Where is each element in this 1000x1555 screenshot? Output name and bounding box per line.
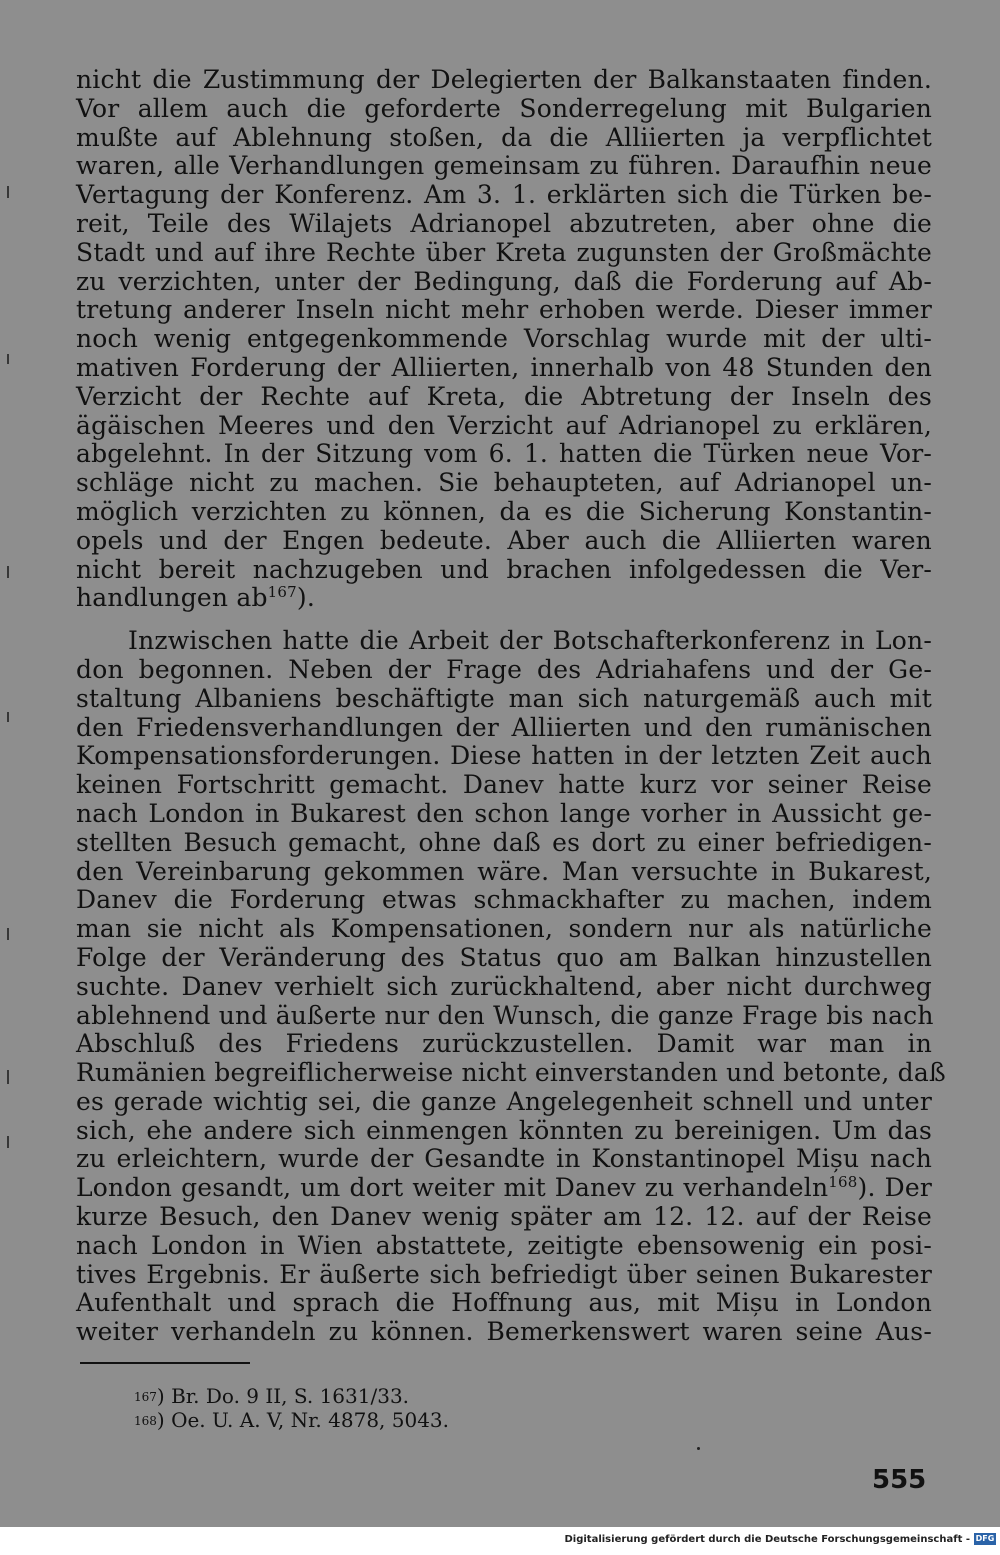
text-line: don begonnen. Neben der Frage des Adriahafens und der Ge- bbox=[76, 654, 932, 684]
text-span: handlungen ab bbox=[76, 583, 268, 613]
text-line: Aufenthalt und sprach die Hoffnung aus, mit Mișu in London bbox=[76, 1288, 932, 1318]
paragraph-2-footnote-line bbox=[76, 1174, 932, 1203]
text-line: Inzwischen hatte die Arbeit der Botschafterkonferenz in Lon- bbox=[128, 626, 932, 656]
text-line: reit, Teile des Wilajets Adrianopel abzutreten, aber ohne die bbox=[76, 208, 932, 238]
text-line: keinen Fortschritt gemacht. Danev hatte kurz vor seiner Reise bbox=[76, 770, 932, 800]
footnote-ref-168[interactable]: 168 bbox=[828, 1173, 858, 1192]
paragraph-1-last-line bbox=[76, 584, 932, 613]
digitization-footer bbox=[0, 1527, 1000, 1555]
text-line: den Vereinbarung gekommen wäre. Man versuchte in Bukarest, bbox=[76, 856, 932, 886]
footnote-separator bbox=[80, 1362, 250, 1364]
scan-speck bbox=[697, 1447, 700, 1450]
body-text bbox=[76, 65, 946, 1347]
footnote-168 bbox=[134, 1408, 449, 1432]
footnote-number: 168 bbox=[134, 1414, 157, 1428]
text-span: ). Der bbox=[857, 1173, 932, 1203]
text-line: Rumänien begreiflicherweise nicht einverstanden und betonte, daß bbox=[76, 1058, 946, 1088]
scan-margin-mark bbox=[7, 928, 9, 940]
text-line: den Friedensverhandlungen der Alliierten und den rumänischen bbox=[76, 712, 932, 742]
text-line: Vertagung der Konferenz. Am 3. 1. erklärten sich die Türken be- bbox=[76, 180, 932, 210]
text-line: waren, alle Verhandlungen gemeinsam zu führen. Daraufhin neue bbox=[76, 151, 932, 181]
text-line: weiter verhandeln zu können. Bemerkenswert waren seine Aus- bbox=[76, 1317, 932, 1347]
text-line: Kompensationsforderungen. Diese hatten in der letzten Zeit auch bbox=[76, 741, 932, 771]
footnote-number: 167 bbox=[134, 1390, 157, 1404]
text-line: mußte auf Ablehnung stoßen, da die Alliierten ja verpflichtet bbox=[76, 122, 932, 152]
text-line: suchte. Danev verhielt sich zurückhaltend, aber nicht durchweg bbox=[76, 971, 932, 1001]
text-line: Danev die Forderung etwas schmackhafter zu machen, indem bbox=[76, 885, 932, 915]
footnote-167 bbox=[134, 1384, 449, 1408]
page-number: 555 bbox=[872, 1465, 927, 1495]
text-line: tives Ergebnis. Er äußerte sich befriedigt über seinen Bukarester bbox=[76, 1259, 932, 1289]
text-line: nicht die Zustimmung der Delegierten der Balkanstaaten finden. bbox=[76, 65, 932, 94]
text-line: abgelehnt. In der Sitzung vom 6. 1. hatten die Türken neue Vor- bbox=[76, 439, 932, 469]
text-line: Verzicht der Rechte auf Kreta, die Abtretung der Inseln des bbox=[76, 381, 932, 411]
text-line: tretung anderer Inseln nicht mehr erhoben werde. Dieser immer bbox=[76, 295, 932, 325]
text-line: es gerade wichtig sei, die ganze Angelegenheit schnell und unter bbox=[76, 1086, 932, 1116]
text-line: opels und der Engen bedeute. Aber auch die Alliierten waren bbox=[76, 525, 932, 555]
footnote-text: ) Br. Do. 9 II, S. 1631/33. bbox=[156, 1384, 410, 1408]
text-line: kurze Besuch, den Danev wenig später am 12. 12. auf der Reise bbox=[76, 1202, 932, 1232]
text-span: London gesandt, um dort weiter mit Danev zu verhandeln bbox=[76, 1173, 829, 1203]
paragraph-2 bbox=[76, 626, 946, 1347]
text-line: staltung Albaniens beschäftigte man sich naturgemäß auch mit bbox=[76, 683, 932, 713]
scan-margin-mark bbox=[7, 354, 9, 364]
text-line: sich, ehe andere sich einmengen könnten zu bereinigen. Um das bbox=[76, 1115, 932, 1145]
dfg-logo: DFG bbox=[975, 1534, 995, 1543]
scan-margin-mark bbox=[7, 712, 9, 722]
text-line: stellten Besuch gemacht, ohne daß es dort zu einer befriedigen- bbox=[76, 827, 932, 857]
footnotes bbox=[134, 1384, 449, 1432]
footer-credit: Digitalisierung gefördert durch die Deutsche Forschungsgemeinschaft - bbox=[564, 1534, 970, 1545]
text-span: ). bbox=[296, 583, 316, 613]
text-line: nach London in Wien abstattete, zeitigte ebensowenig ein posi- bbox=[76, 1230, 932, 1260]
scan-margin-mark bbox=[7, 186, 9, 198]
text-line: ablehnend und äußerte nur den Wunsch, die ganze Frage bis nach bbox=[76, 1000, 934, 1030]
text-line: nach London in Bukarest den schon lange vorher in Aussicht ge- bbox=[76, 798, 932, 828]
scan-margin-mark bbox=[7, 566, 9, 578]
text-line: mativen Forderung der Alliierten, innerhalb von 48 Stunden den bbox=[76, 352, 932, 382]
text-line: zu verzichten, unter der Bedingung, daß die Forderung auf Ab- bbox=[76, 266, 932, 296]
paragraph-1 bbox=[76, 66, 932, 584]
text-line: nicht bereit nachzugeben und brachen infolgedessen die Ver- bbox=[76, 554, 932, 584]
text-line: Folge der Veränderung des Status quo am Balkan hinzustellen bbox=[76, 942, 932, 972]
text-line: möglich verzichten zu können, da es die Sicherung Konstantin- bbox=[76, 496, 932, 526]
text-line: noch wenig entgegenkommende Vorschlag wurde mit der ulti- bbox=[76, 324, 932, 354]
text-line: Abschluß des Friedens zurückzustellen. Damit war man in bbox=[76, 1029, 932, 1059]
scan-margin-mark bbox=[7, 1070, 9, 1084]
text-line: Vor allem auch die geforderte Sonderregelung mit Bulgarien bbox=[76, 93, 932, 123]
scan-margin-mark bbox=[7, 1136, 9, 1148]
text-line: zu erleichtern, wurde der Gesandte in Konstantinopel Mișu nach bbox=[76, 1144, 932, 1174]
text-line: ägäischen Meeres und den Verzicht auf Adrianopel zu erklären, bbox=[76, 410, 932, 440]
text-line: schläge nicht zu machen. Sie behaupteten, auf Adrianopel un- bbox=[76, 468, 932, 498]
footnote-ref-167[interactable]: 167 bbox=[267, 583, 297, 602]
footnote-text: ) Oe. U. A. V, Nr. 4878, 5043. bbox=[156, 1408, 450, 1432]
text-line: man sie nicht als Kompensationen, sondern nur als natürliche bbox=[76, 914, 932, 944]
text-line: Stadt und auf ihre Rechte über Kreta zugunsten der Großmächte bbox=[76, 237, 932, 267]
